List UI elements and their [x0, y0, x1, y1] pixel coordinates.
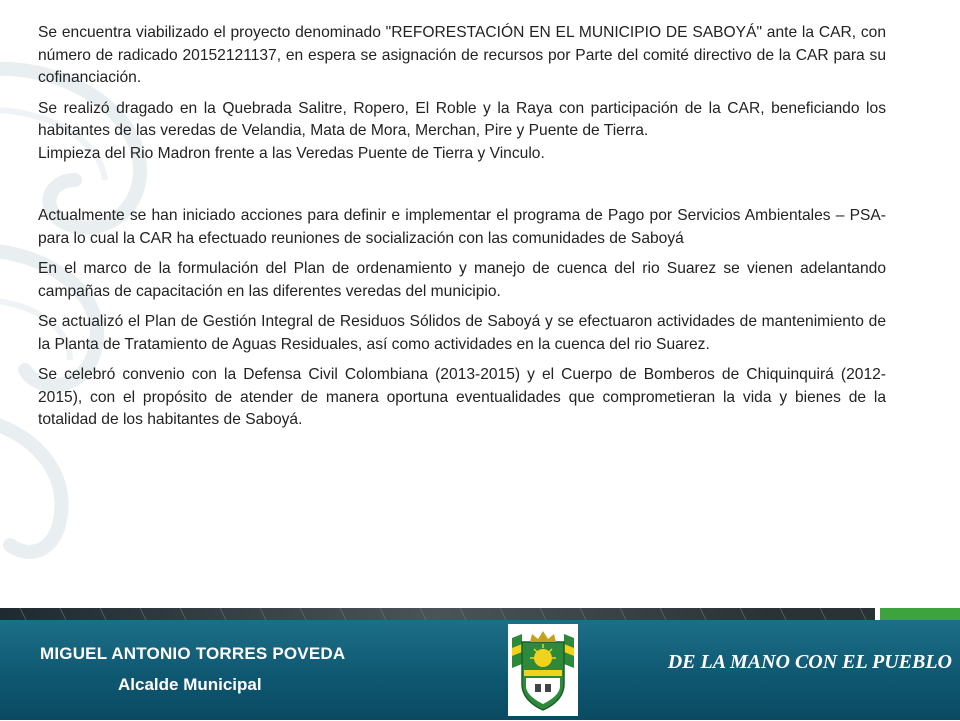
paragraph-psa-program: Actualmente se han iniciado acciones para definir e implementar el programa de Pago por Servicios Ambientales – PSA- para lo cual la CAR ha efectuado reuniones de socialización con las comunidades de Saboyá — [38, 207, 886, 247]
mayor-name: MIGUEL ANTONIO TORRES POVEDA — [40, 644, 346, 663]
report-text — [38, 22, 886, 440]
paragraph-civil-defense: Se celebró convenio con la Defensa Civil Colombiana (2013-2015) y el Cuerpo de Bomberos de Chiquinquirá (2012-2015), con el propósito de atender de manera oportuna eventualidades que comprometieran la vida y bienes de la totalidad de los habitantes de Saboyá. — [38, 366, 886, 428]
paragraph-dredging: Se realizó dragado en la Quebrada Salitre, Ropero, El Roble y la Raya con participación de la CAR, beneficiando los habitantes de las veredas de Velandia, Mata de Mora, Merchan, Pire y Puente de Tierra. — [38, 99, 886, 139]
paragraph-basin-plan: En el marco de la formulación del Plan de ordenamiento y manejo de cuenca del rio Suarez se vienen adelantando campañas de capacitación en las diferentes veredas del municipio. — [38, 260, 886, 300]
footer-bar — [0, 620, 960, 720]
slogan: DE LA MANO CON EL PUEBLO — [667, 651, 952, 673]
coat-of-arms-icon — [508, 624, 578, 716]
paragraph-river-cleaning: Limpieza del Rio Madron frente a las Veredas Puente de Tierra y Vinculo. — [38, 144, 545, 162]
mayor-role: Alcalde Municipal — [118, 675, 262, 694]
footer-divider-band — [0, 608, 960, 620]
paragraph-reforestation: Se encuentra viabilizado el proyecto denominado "REFORESTACIÓN EN EL MUNICIPIO DE SABOYÁ" ante la CAR, con número de radicado 20152121137, en espera se asignación de recursos por Parte del comité directivo de la CAR para su cofinanciación. — [38, 24, 886, 86]
paragraph-waste-plan: Se actualizó el Plan de Gestión Integral de Residuos Sólidos de Saboyá y se efectuaron actividades de mantenimiento de la Planta de Tratamiento de Aguas Residuales, así como actividades en la cuenca del rio Suarez. — [38, 313, 886, 353]
municipal-shield — [508, 624, 578, 716]
